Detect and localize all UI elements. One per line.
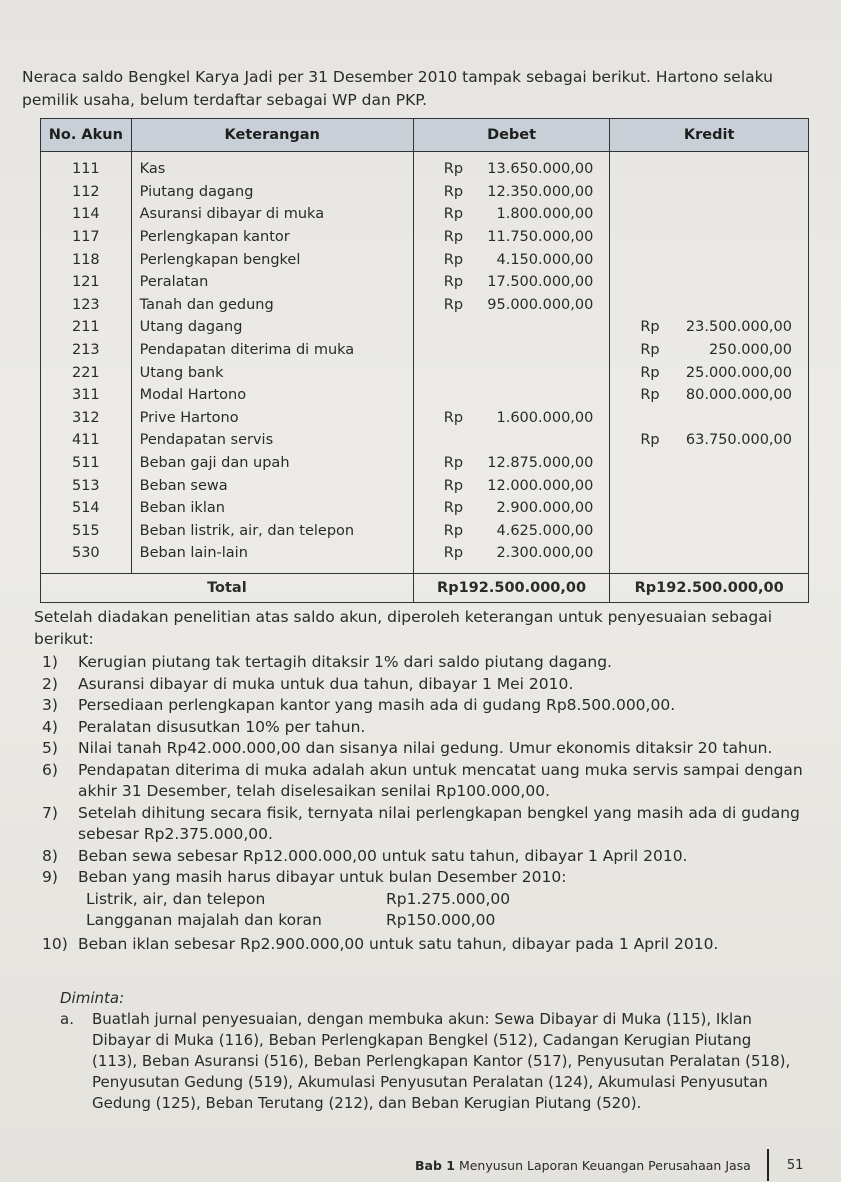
account-number: 511 [41, 452, 132, 475]
debet-amount: 1.600.000,00 [496, 409, 594, 426]
header-no-akun: No. Akun [41, 119, 132, 152]
account-number: 530 [41, 542, 132, 573]
adjustment-text: Beban iklan sebesar Rp2.900.000,00 untuk satu tahun, dibayar pada 1 April 2010. [78, 934, 719, 953]
debet-cell [413, 339, 610, 362]
currency-label: Rp [443, 477, 464, 494]
account-number: 211 [41, 316, 132, 339]
kredit-cell [610, 361, 809, 384]
adjustment-text: Beban sewa sebesar Rp12.000.000,00 untuk satu tahun, dibayar 1 April 2010. [78, 846, 688, 865]
adjustment-item [34, 760, 804, 803]
table-row [41, 452, 809, 475]
page-footer [415, 1150, 815, 1180]
account-description: Prive Hartono [131, 407, 413, 430]
account-description: Pendapatan diterima di muka [131, 339, 413, 362]
debet-amount: 12.875.000,00 [487, 455, 594, 472]
sub-expense-value: Rp150.000,00 [386, 911, 496, 929]
sub-expense-label: Listrik, air, dan telepon [86, 889, 266, 908]
debet-amount: 2.300.000,00 [496, 545, 594, 562]
kredit-cell [610, 407, 809, 430]
debet-amount: 1.800.000,00 [496, 206, 594, 223]
table-header-row [41, 119, 809, 152]
table-row [41, 339, 809, 362]
account-number: 121 [41, 271, 132, 294]
account-description: Beban lain-lain [131, 542, 413, 573]
debet-amount: 11.750.000,00 [487, 229, 594, 246]
page-number: 51 [786, 1157, 804, 1173]
adjustment-text: Kerugian piutang tak tertagih ditaksir 1% dari saldo piutang dagang. [78, 653, 612, 671]
kredit-cell [610, 203, 809, 226]
adjustment-item [34, 674, 804, 696]
debet-amount: 95.000.000,00 [487, 296, 594, 313]
debet-cell [413, 384, 610, 407]
debet-cell [413, 152, 610, 181]
adjustment-number: 8) [42, 846, 58, 865]
currency-label: Rp [640, 364, 660, 381]
intro-paragraph: Neraca saldo Bengkel Karya Jadi per 31 Desember 2010 tampak sebagai berikut. Hartono selaku pemilik usaha, belum terdaftar sebagai WP dan PKP. [22, 68, 773, 109]
debet-amount: 13.650.000,00 [487, 161, 594, 178]
table-row [41, 181, 809, 204]
debet-cell [413, 429, 610, 452]
adjustment-number: 10) [42, 934, 68, 953]
account-description: Asuransi dibayar di muka [131, 203, 413, 226]
account-description: Utang bank [131, 361, 413, 384]
adjustment-text: Asuransi dibayar di muka untuk dua tahun, dibayar 1 Mei 2010. [78, 674, 574, 693]
footer-divider [767, 1149, 769, 1181]
debet-cell [413, 497, 610, 520]
account-number: 411 [41, 429, 132, 452]
adjustment-item [34, 846, 804, 868]
header-keterangan: Keterangan [131, 119, 413, 152]
adjustment-list-10 [34, 934, 804, 956]
debet-cell [413, 474, 610, 497]
currency-label: Rp [443, 500, 464, 517]
total-kredit: Rp192.500.000,00 [610, 573, 809, 602]
table-row [41, 226, 809, 249]
account-description: Kas [131, 152, 413, 181]
kredit-cell [610, 452, 809, 475]
debet-cell [413, 226, 610, 249]
diminta-section [60, 988, 800, 1114]
account-description: Perlengkapan kantor [131, 226, 413, 249]
account-description: Piutang dagang [131, 181, 413, 204]
kredit-cell [610, 316, 809, 339]
account-description: Beban gaji dan upah [131, 452, 413, 475]
adjustment-number: 4) [42, 717, 58, 736]
adjustment-section [34, 607, 804, 955]
currency-label: Rp [640, 319, 660, 336]
adjustment-text: Persediaan perlengkapan kantor yang masih ada di gudang Rp8.500.000,00. [78, 696, 676, 714]
adjustment-item [34, 738, 804, 760]
table-row [41, 361, 809, 384]
account-description: Perlengkapan bengkel [131, 248, 413, 271]
kredit-amount: 23.500.000,00 [685, 319, 792, 336]
diminta-text: Buatlah jurnal penyesuaian, dengan membuka akun: Sewa Dibayar di Muka (115), Iklan Dibayar di Muka (116), Beban Perlengkapan Bengkel (512), Cadangan Kerugian Piutang (113), Beban Asuransi (516), Beban Perlengkapan Kantor (517), Penyusutan Peralatan (518), Penyusutan Gedung (519), Akumulasi Penyusutan Peralatan (124), Akumulasi Penyusutan Gedung (125), Beban Terutang (212), dan Beban Kerugian Piutang (520). [92, 1010, 791, 1112]
account-description: Peralatan [131, 271, 413, 294]
sub-expense-label: Langganan majalah dan koran [86, 911, 322, 929]
account-number: 221 [41, 361, 132, 384]
account-description: Utang dagang [131, 316, 413, 339]
adjustment-number: 9) [42, 868, 58, 886]
debet-cell [413, 248, 610, 271]
adjustment-item [34, 867, 804, 889]
account-number: 118 [41, 248, 132, 271]
account-description: Tanah dan gedung [131, 294, 413, 317]
currency-label: Rp [640, 387, 660, 404]
table-row [41, 203, 809, 226]
currency-label: Rp [443, 274, 464, 291]
table-row [41, 271, 809, 294]
table-row [41, 248, 809, 271]
currency-label: Rp [443, 251, 464, 268]
table-row [41, 429, 809, 452]
debet-cell [413, 294, 610, 317]
trial-balance-table [40, 118, 809, 603]
kredit-cell [610, 542, 809, 573]
adjustment-number: 7) [42, 803, 58, 822]
currency-label: Rp [443, 522, 464, 539]
adjustment-item [34, 934, 804, 956]
account-number: 213 [41, 339, 132, 362]
table-row [41, 520, 809, 543]
currency-label: Rp [443, 296, 464, 313]
table-row [41, 294, 809, 317]
currency-label: Rp [443, 161, 464, 178]
adjustment-item [34, 652, 804, 674]
currency-label: Rp [640, 432, 660, 449]
header-debet: Debet [413, 119, 610, 152]
diminta-heading: Diminta: [60, 989, 125, 1007]
adjustment-text: Peralatan disusutkan 10% per tahun. [78, 717, 366, 736]
account-number: 312 [41, 407, 132, 430]
adjustment-item [34, 717, 804, 739]
kredit-cell [610, 497, 809, 520]
currency-label: Rp [443, 229, 464, 246]
account-number: 111 [41, 152, 132, 181]
account-description: Modal Hartono [131, 384, 413, 407]
kredit-cell [610, 520, 809, 543]
kredit-cell [610, 429, 809, 452]
kredit-amount: 250.000,00 [708, 342, 792, 359]
account-description: Beban listrik, air, dan telepon [131, 520, 413, 543]
debet-amount: 4.150.000,00 [496, 251, 594, 268]
adjustment-number: 5) [42, 739, 58, 757]
diminta-item [60, 1009, 800, 1114]
adjustment-text: Pendapatan diterima di muka adalah akun untuk mencatat uang muka servis sampai dengan akhir 31 Desember, telah diselesaikan senilai Rp100.000,00. [78, 760, 803, 800]
table-row [41, 474, 809, 497]
currency-label: Rp [640, 342, 660, 359]
adjustment-intro: Setelah diadakan penelitian atas saldo akun, diperoleh keterangan untuk penyesuaian sebagai berikut: [34, 608, 773, 648]
currency-label: Rp [443, 183, 464, 200]
account-number: 513 [41, 474, 132, 497]
adjustment-text: Beban yang masih harus dibayar untuk bulan Desember 2010: [78, 868, 567, 886]
debet-cell [413, 452, 610, 475]
account-number: 112 [41, 181, 132, 204]
account-number: 123 [41, 294, 132, 317]
account-description: Beban iklan [131, 497, 413, 520]
debet-cell [413, 407, 610, 430]
account-number: 311 [41, 384, 132, 407]
debet-amount: 17.500.000,00 [487, 274, 594, 291]
kredit-cell [610, 294, 809, 317]
adjustment-number: 2) [42, 674, 58, 693]
currency-label: Rp [443, 409, 464, 426]
kredit-amount: 63.750.000,00 [685, 432, 792, 449]
diminta-items [60, 1009, 800, 1114]
adjustment-list [34, 652, 804, 889]
table-row [41, 542, 809, 573]
sub-expense-value: Rp1.275.000,00 [386, 889, 511, 908]
debet-amount: 4.625.000,00 [496, 522, 594, 539]
account-number: 515 [41, 520, 132, 543]
kredit-cell [610, 226, 809, 249]
debet-cell [413, 361, 610, 384]
kredit-cell [610, 384, 809, 407]
kredit-cell [610, 152, 809, 181]
adjustment-item [34, 695, 804, 717]
adjustment-item [34, 803, 804, 846]
debet-cell [413, 271, 610, 294]
total-label: Total [41, 573, 414, 602]
sub-expense-row [34, 889, 804, 911]
debet-amount: 12.350.000,00 [487, 183, 594, 200]
kredit-cell [610, 248, 809, 271]
debet-cell [413, 520, 610, 543]
account-number: 514 [41, 497, 132, 520]
sub-expense-row [34, 910, 804, 932]
adjustment-text: Nilai tanah Rp42.000.000,00 dan sisanya nilai gedung. Umur ekonomis ditaksir 20 tahun. [78, 739, 773, 757]
debet-amount: 12.000.000,00 [487, 477, 594, 494]
table-row [41, 152, 809, 181]
footer-title: Menyusun Laporan Keuangan Perusahaan Jasa [458, 1157, 751, 1173]
debet-cell [413, 542, 610, 573]
total-debet: Rp192.500.000,00 [413, 573, 610, 602]
kredit-cell [610, 474, 809, 497]
adjustment-text: Setelah dihitung secara fisik, ternyata nilai perlengkapan bengkel yang masih ada di gudang sebesar Rp2.375.000,00. [78, 803, 800, 843]
currency-label: Rp [443, 545, 464, 562]
currency-label: Rp [443, 206, 464, 223]
account-number: 117 [41, 226, 132, 249]
debet-amount: 2.900.000,00 [496, 500, 594, 517]
item9-sub-list [34, 889, 804, 932]
currency-label: Rp [443, 455, 464, 472]
debet-cell [413, 203, 610, 226]
table-row [41, 384, 809, 407]
kredit-cell [610, 181, 809, 204]
account-description: Pendapatan servis [131, 429, 413, 452]
table-row [41, 407, 809, 430]
adjustment-number: 3) [42, 696, 58, 714]
kredit-cell [610, 271, 809, 294]
table-row [41, 316, 809, 339]
debet-cell [413, 181, 610, 204]
total-row [41, 573, 809, 602]
diminta-letter: a. [60, 1010, 74, 1028]
footer-bab: Bab 1 [415, 1157, 455, 1173]
account-description: Beban sewa [131, 474, 413, 497]
table-body [41, 152, 809, 574]
adjustment-number: 1) [42, 653, 58, 671]
adjustment-number: 6) [42, 760, 58, 779]
table-row [41, 497, 809, 520]
header-kredit: Kredit [610, 119, 809, 152]
debet-cell [413, 316, 610, 339]
kredit-amount: 80.000.000,00 [685, 387, 792, 404]
kredit-cell [610, 339, 809, 362]
account-number: 114 [41, 203, 132, 226]
kredit-amount: 25.000.000,00 [685, 364, 792, 381]
